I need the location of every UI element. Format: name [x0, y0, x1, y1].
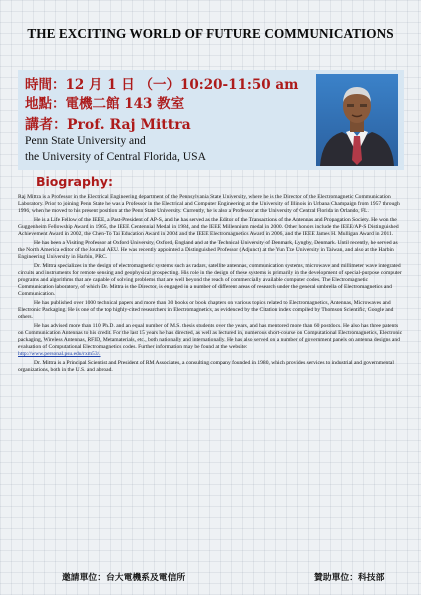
event-location: 地點：電機二館 143 教室 [25, 96, 185, 112]
bio-paragraph: Raj Mittra is a Professor in the Electrical Engineering department of the Pennsylvania State University, where he is the Director of the Electromagnetic Communication Laboratory. Prior to joining Penn State he was a Professor in the Electrical and Computer Engineering at the University of Illinois in Urbana Champaign from 1957 through 1996, when he moved to his present position at the Penn State University. Currently, he is also a Professor at the University of Central Florida in Orlando, FL. [18, 194, 400, 214]
sponsor-unit: 贊助單位：科技部 [314, 573, 385, 583]
bio-paragraph [18, 323, 404, 357]
bio-paragraph: He has published over 1000 technical papers and more than 30 books or book chapters on various topics related to Electromagnetics, Antennas, Microwaves and Electronic Packaging. He is one of the top highly-cited researchers in Electromagnetics, as evidenced by the Citation index compiled by Thomson Scientific, Google and others. [18, 300, 394, 320]
speaker-portrait-icon [316, 74, 398, 166]
event-speaker: 講者：Prof. Raj Mittra [25, 117, 191, 133]
bio-paragraph-text: He has advised more than 110 Ph.D. and an equal number of M.S. thesis students over the years, and has mentored more than 60 postdocs. He also has three patents on Communication Antennas to his credit. For the last 15 years he has directed, as well as lectured in, numerous short-course on Computational Electromagnetics, Electronic packaging, Wireless Antennas, RFID, Metamaterials, etc., both nationally and internationally. He has also served on a number of government panels on antenna designs and evaluation of Computational Electromagnetics codes. Further information may be found at the website: [18, 323, 403, 350]
speaker-affiliation-line1: Penn State University and [25, 134, 146, 147]
speaker-affiliation-line2: the University of Central Florida, USA [25, 150, 206, 163]
bio-paragraph: He has been a Visiting Professor at Oxford University, Oxford, England and at the Technical University of Denmark, Lyngby, Denmark. Until recently, he served as the North America editor of the Journal AEU. He was recently appointed a Distinguished Professor (Adjunct) at the Yun Tze University in Taiwan, and also at the Harbin Engineering University in Harbin, PRC. [18, 240, 398, 260]
poster-title: THE EXCITING WORLD OF FUTURE COMMUNICATIONS [27, 26, 394, 41]
bio-paragraph: Dr. Mittra specializes in the design of electromagnetic systems such as radars, satellite antennas, communication systems, microwave and millimeter wave integrated circuits and instruments for remote sensing and geophysical prospecting. His role in the design of these systems is primarily in the development of special-purpose computer programs and algorithms that are capable of solving problems that are well beyond the reach of commercially available computer codes. The Electromagnetic Communication laboratory, of which Dr. Mittra is the Director, is engaged in a number of different areas of research under the general umbrella of Electromagnetics and Communication. [18, 263, 402, 297]
bio-paragraph: He is a Life Fellow of the IEEE, a Past-President of AP-S, and he has served as the Editor of the Transactions of the Antennas and Propagation Society. He won the Guggenheim Fellowship Award in 1965, the IEEE Centennial Medal in 1984, and the IEEE Millennium medal in 2000. Other honors include the IEEE/AP-S Distinguished Achievement Award in 2002, the Chen-To Tai Education Award in 2004 and the IEEE Electromagnetics Award in 2006, and the IEEE James H. Mulligan Award in 2011. [18, 217, 399, 237]
speaker-photo [316, 74, 398, 166]
biography-text [18, 194, 404, 376]
event-time: 時間：12 月 1 日 （一）10:20-11:50 am [25, 77, 299, 93]
organizer-unit: 邀請單位：台大電機系及電信所 [62, 573, 186, 583]
bio-paragraph: Dr. Mittra is a Principal Scientist and President of RM Associates, a consulting company founded in 1980, which provides services to industrial and governmental organizations, both in the U.S. and abroad. [18, 360, 394, 373]
biography-heading: Biography: [36, 174, 113, 189]
website-link[interactable]: http://www.personal.psu.edu/rxm53/. [18, 350, 101, 357]
